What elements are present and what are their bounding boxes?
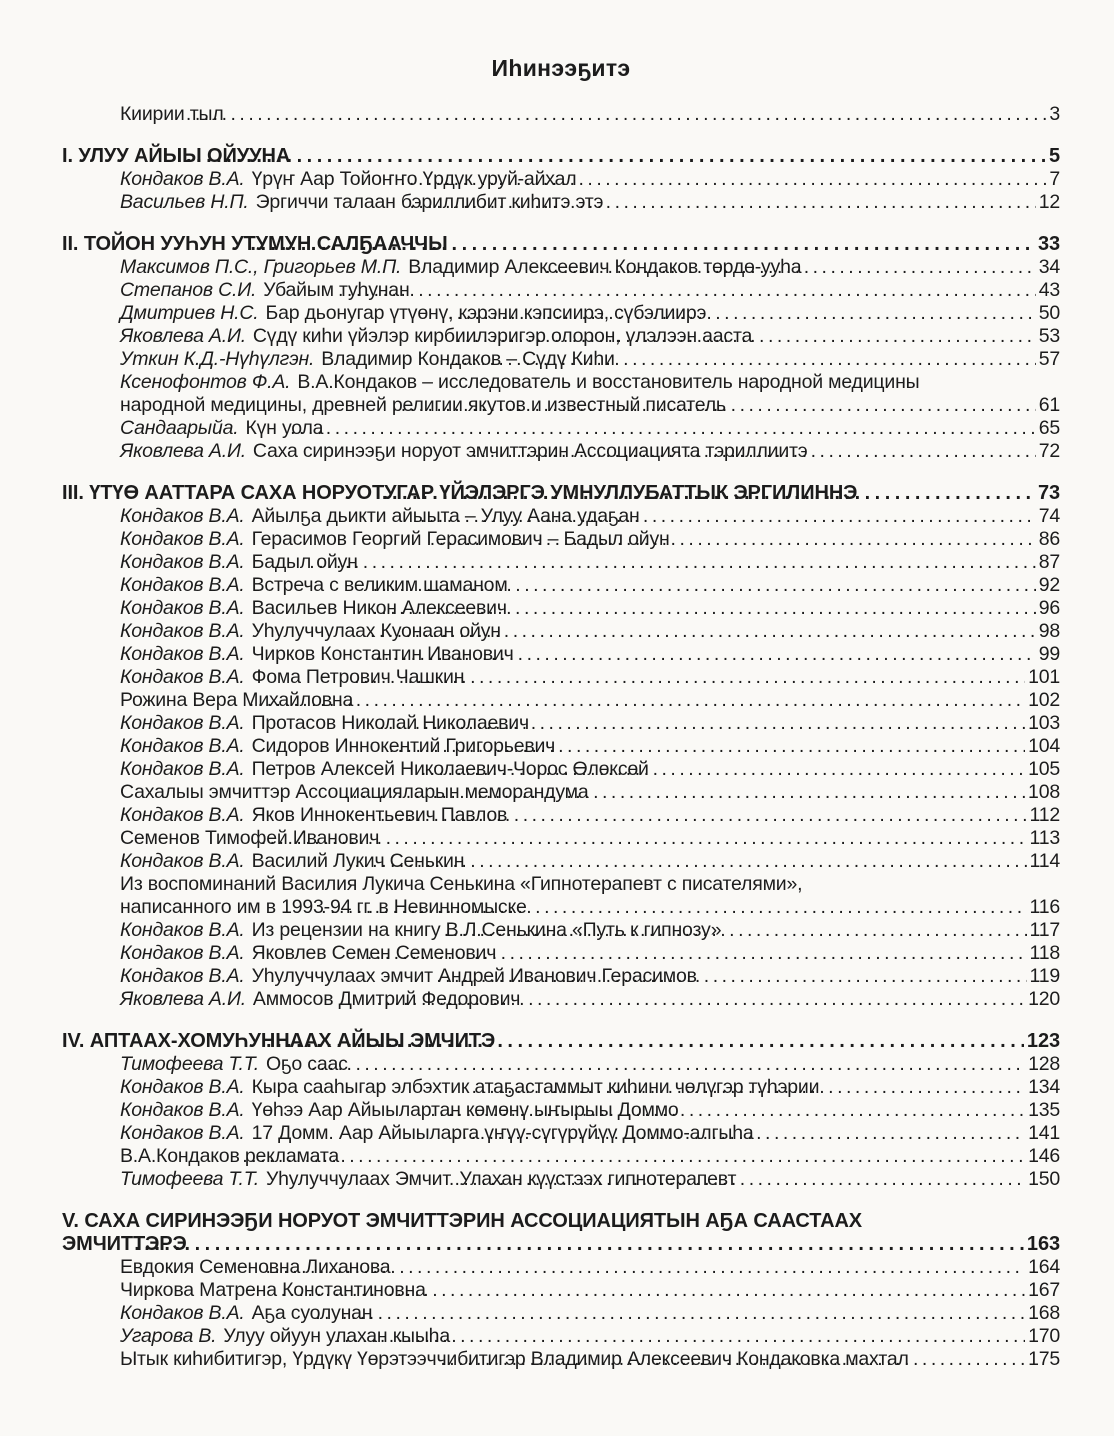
dot-leader <box>420 505 1036 528</box>
entry-title: Айылҕа дьикти айыыта – Улуу Аана удаҕан <box>251 505 640 527</box>
page-number: 105 <box>1028 758 1060 780</box>
page-number: 50 <box>1038 302 1060 324</box>
page-title: Иһинээҕитэ <box>491 55 631 81</box>
toc-entry <box>120 850 1060 873</box>
toc-entry <box>120 1076 1060 1099</box>
page-number: 168 <box>1028 1302 1060 1324</box>
page-number: 72 <box>1038 440 1060 462</box>
entry-author: Яковлева А.И. <box>120 440 246 462</box>
dot-leader <box>186 103 1046 126</box>
dot-leader <box>335 1325 1025 1348</box>
page-number: 170 <box>1028 1325 1060 1347</box>
page-number: 135 <box>1028 1099 1060 1121</box>
toc-entry <box>120 919 1060 942</box>
toc-entry <box>120 1099 1060 1122</box>
entry-author: Кондаков В.А. <box>120 850 245 872</box>
toc-section <box>62 1030 1060 1191</box>
dot-leader <box>265 1256 1025 1279</box>
entry-author: Ксенофонтов Ф.А. <box>120 371 291 393</box>
page-number: 101 <box>1028 666 1060 688</box>
entry-author: Яковлева А.И. <box>120 988 246 1010</box>
page-number: 73 <box>1037 482 1060 504</box>
toc-section <box>62 1210 1060 1371</box>
dot-leader <box>382 482 1035 505</box>
page-number: 87 <box>1038 551 1060 573</box>
entry-author: Степанов С.И. <box>120 279 257 301</box>
entry-author: Кондаков В.А. <box>120 643 245 665</box>
toc-entry <box>120 942 1060 965</box>
page-number: 96 <box>1038 597 1060 619</box>
toc-entry <box>120 1053 1060 1076</box>
dot-leader <box>454 1168 1025 1191</box>
toc-entry <box>120 505 1060 528</box>
dot-leader <box>261 827 1027 850</box>
entry-title: I. УЛУУ АЙЫЫ ОЙУУНА <box>62 145 291 167</box>
entry-title: Бадыл ойун <box>251 551 358 573</box>
entry-title: Протасов Николай Николаевич <box>251 712 529 734</box>
entry-title: Уһулуччулаах эмчит Андрей Иванович Герасимов <box>251 965 697 987</box>
toc-entry <box>120 1279 1060 1302</box>
toc-entry <box>120 1168 1060 1191</box>
entry-author: Кондаков В.А. <box>120 919 245 941</box>
dot-leader <box>375 643 1036 666</box>
page-number: 65 <box>1038 417 1060 439</box>
entry-title: Яковлев Семен Семенович <box>251 942 497 964</box>
toc-entry <box>120 302 1060 325</box>
entry-title: Ытык киһибитигэр, Үрдүкү Үөрэтээччибитигэр Владимир Алексеевич Кондаковка махтал <box>120 1348 909 1370</box>
page-number: 150 <box>1028 1168 1060 1190</box>
page-number: 57 <box>1038 348 1060 370</box>
entry-author: Дмитриев Н.С. <box>120 302 259 324</box>
entry-title: Уһулуччулаах Куонаан ойун <box>251 620 501 642</box>
page-number: 163 <box>1026 1233 1060 1255</box>
section-heading <box>62 233 1060 256</box>
page-number: 104 <box>1028 735 1060 757</box>
entry-title: народной медицины, древней религии якутов и известный писатель <box>120 394 726 416</box>
entry-author: Кондаков В.А. <box>120 758 245 780</box>
page-number: 12 <box>1038 191 1060 213</box>
dot-leader <box>453 1122 1025 1145</box>
dot-leader <box>430 528 1036 551</box>
dot-leader <box>249 689 1025 712</box>
toc-entry <box>120 1325 1060 1348</box>
entry-author: Кондаков В.А. <box>120 528 245 550</box>
page-number: 98 <box>1038 620 1060 642</box>
section-heading-line2 <box>62 1233 1060 1256</box>
toc-entry <box>120 666 1060 689</box>
toc-entry <box>120 1348 1060 1371</box>
page-number: 33 <box>1037 233 1060 255</box>
toc-entry <box>120 256 1060 279</box>
page-number: 3 <box>1049 103 1060 125</box>
dot-leader <box>392 394 1036 417</box>
toc-entry <box>120 804 1060 827</box>
page-number: 5 <box>1048 145 1060 167</box>
toc-entry <box>120 1256 1060 1279</box>
dot-leader <box>266 1030 1024 1053</box>
dot-leader <box>373 574 1036 597</box>
entry-title: Оҕо саас <box>265 1053 348 1075</box>
entry-title: Владимир Кондаков – Сүдү Киһи <box>321 348 615 370</box>
toc-entry-preface <box>120 103 1060 126</box>
entry-title: II. ТОЙОН УУҺУН УТУМУН САЛҔААЧЧЫ <box>62 233 448 255</box>
page-number: 119 <box>1029 965 1060 987</box>
page-number: 146 <box>1028 1145 1060 1167</box>
entry-author: Кондаков В.А. <box>120 666 245 688</box>
entry-title: Чирков Константин Иванович <box>251 643 514 665</box>
entry-author: Кондаков В.А. <box>120 551 245 573</box>
page-number: 92 <box>1038 574 1060 596</box>
entry-title: Евдокия Семеновна Лиханова <box>120 1256 391 1278</box>
entry-author: Тимофеева Т.Т. <box>120 1053 259 1075</box>
entry-title: Петров Алексей Николаевич-Чорос Өлөксөй <box>251 758 649 780</box>
dot-leader <box>456 325 1036 348</box>
entry-title: В.А.Кондаков – исследователь и восстановитель народной медицины <box>297 371 920 393</box>
toc-entry <box>120 735 1060 758</box>
toc-entry <box>120 325 1060 348</box>
toc-entry <box>120 712 1060 735</box>
entry-title: III. ҮТҮӨ ААТТАРА САХА НОРУОТУГАР ҮЙЭЛЭРГЭ УМНУЛЛУБАТТЫК ЭРГИЛИННЭ <box>62 482 858 504</box>
entry-title: Эргиччи талаан бэриллибит киһитэ этэ <box>255 191 604 213</box>
toc-entry <box>120 827 1060 850</box>
entry-author: Кондаков В.А. <box>120 505 245 527</box>
dot-leader <box>421 758 1025 781</box>
page-number: 120 <box>1028 988 1060 1010</box>
page-number: 103 <box>1028 712 1060 734</box>
dot-leader <box>315 1302 1025 1325</box>
entry-title: Василий Лукич Сенькин <box>251 850 465 872</box>
section-heading <box>62 482 1060 505</box>
entry-author: Кондаков В.А. <box>120 597 245 619</box>
entry-title: Бар дьонугар үтүөнү, кэрэни кэпсиирэ, сүбэлиирэ <box>265 302 707 324</box>
page-number: 112 <box>1029 804 1060 826</box>
dot-leader <box>471 1076 1025 1099</box>
toc-entry-line2 <box>120 896 1060 919</box>
entry-title: Семенов Тимофей Иванович <box>120 827 380 849</box>
entry-title: Аҕа суолунан <box>251 1302 373 1324</box>
entry-title: Чиркова Матрена Константиновна <box>120 1279 426 1301</box>
toc-entry-line2 <box>120 394 1060 417</box>
dot-leader <box>134 1233 1024 1256</box>
toc-entry <box>120 440 1060 463</box>
dot-leader <box>409 191 1035 214</box>
entry-title: Убайым туһунан <box>263 279 410 301</box>
page-number: 167 <box>1028 1279 1060 1301</box>
dot-leader <box>343 781 1025 804</box>
entry-title: Сүдү киһи үйэлэр кирбиилэригэр олорон, үлэлээн ааста <box>252 325 753 347</box>
entry-author: Уткин К.Д.-Нүһүлгэн. <box>120 348 315 370</box>
entry-title: Фома Петрович Чашкин <box>251 666 465 688</box>
page-number: 134 <box>1028 1076 1060 1098</box>
entry-title: Сидоров Иннокентий Григорьевич <box>251 735 556 757</box>
entry-title: Рожина Вера Михайловна <box>120 689 354 711</box>
dot-leader <box>445 348 1036 371</box>
entry-title: Владимир Алексеевич Кондаков төрдө-ууһа <box>408 256 802 278</box>
dot-leader <box>376 988 1025 1011</box>
page-number: 74 <box>1038 505 1060 527</box>
toc-entry <box>120 1145 1060 1168</box>
page-number: 175 <box>1028 1348 1060 1370</box>
page-number: 128 <box>1028 1053 1060 1075</box>
entry-title: Киирии тыл <box>120 103 224 125</box>
entry-author: Кондаков В.А. <box>120 1076 245 1098</box>
entry-author: Кондаков В.А. <box>120 574 245 596</box>
entry-title: Аммосов Дмитрий Федорович <box>252 988 521 1010</box>
toc-entry <box>120 1302 1060 1325</box>
page-number: 61 <box>1038 394 1060 416</box>
dot-leader <box>367 942 1027 965</box>
dot-leader <box>389 735 1025 758</box>
dot-leader <box>379 712 1025 735</box>
toc-entry <box>120 965 1060 988</box>
dot-leader <box>545 256 1036 279</box>
page-number: 164 <box>1028 1256 1060 1278</box>
dot-leader <box>448 302 1036 325</box>
entry-title: написанного им в 1993-94 гг. в Невинномыске <box>120 896 527 918</box>
toc-entry <box>120 574 1060 597</box>
entry-author: Васильев Н.П. <box>120 191 249 213</box>
entry-title: Из воспоминаний Василия Лукича Сенькина «Гипнотерапевт с писателями», <box>120 873 803 895</box>
toc-section <box>62 233 1060 463</box>
toc-entry <box>120 988 1060 1011</box>
toc-entry <box>120 417 1060 440</box>
dot-leader <box>321 896 1026 919</box>
toc-entry <box>120 689 1060 712</box>
page-number: 86 <box>1038 528 1060 550</box>
dot-leader <box>311 1053 1025 1076</box>
entry-title: 17 Домм. Аар Айыыларга үҥүү-сүгүрүйүү Доммо-алгыһа <box>251 1122 754 1144</box>
dot-leader <box>371 804 1026 827</box>
entry-title: Встреча с великим шаманом <box>251 574 508 596</box>
page-number: 53 <box>1038 325 1060 347</box>
page-number: 123 <box>1026 1030 1060 1052</box>
entry-author: Кондаков В.А. <box>120 965 245 987</box>
entry-title: ЭМЧИТТЭРЭ <box>62 1233 187 1255</box>
page-number: 141 <box>1028 1122 1060 1144</box>
page-number: 43 <box>1038 279 1060 301</box>
page-number: 117 <box>1029 919 1060 941</box>
entry-author: Кондаков В.А. <box>120 1122 245 1144</box>
toc-entry <box>120 643 1060 666</box>
toc-entry <box>120 168 1060 191</box>
entry-title: Кыра сааһыгар элбэхтик атаҕастаммыт киһини чөлүгэр түһэрии <box>251 1076 820 1098</box>
entry-author: Кондаков В.А. <box>120 620 245 642</box>
toc-section <box>62 145 1060 214</box>
toc-entry <box>120 528 1060 551</box>
entry-title: Саха сиринээҕи норуот эмчиттэрин Ассоциацията тэриллиитэ <box>252 440 808 462</box>
toc-entry <box>120 781 1060 804</box>
entry-title: Сахалыы эмчиттэр Ассоциацияларын меморандума <box>120 781 589 803</box>
entry-author: Сандаарыйа. <box>120 417 239 439</box>
page-number: 114 <box>1029 850 1060 872</box>
entry-title: Из рецензии на книгу В.Л.Сенькина «Путь к гипнозу» <box>251 919 722 941</box>
entry-author: Кондаков В.А. <box>120 168 245 190</box>
entry-author: Кондаков В.А. <box>120 712 245 734</box>
toc-entry <box>120 1122 1060 1145</box>
entry-author: Кондаков В.А. <box>120 1302 245 1324</box>
section-heading-line1 <box>62 1210 1060 1233</box>
dot-leader <box>400 168 1046 191</box>
entry-title: V. САХА СИРИНЭЭҔИ НОРУОТ ЭМЧИТТЭРИН АССОЦИАЦИЯТЫН АҔА СААСТААХ <box>62 1210 863 1232</box>
toc-entry <box>120 551 1060 574</box>
entry-author: Кондаков В.А. <box>120 804 245 826</box>
dot-leader <box>440 1348 1025 1371</box>
entry-title: Улуу ойуун улахан кыыһа <box>223 1325 450 1347</box>
entry-author: Угарова В. <box>120 1325 217 1347</box>
entry-title: Уһулуччулаах Эмчит. Улахан күүстээх гипнотерапевт <box>265 1168 737 1190</box>
dot-leader <box>309 551 1035 574</box>
page-number: 113 <box>1029 827 1060 849</box>
entry-title: В.А.Кондаков рекламата <box>120 1145 340 1167</box>
toc-entry <box>120 620 1060 643</box>
entry-author: Кондаков В.А. <box>120 1099 245 1121</box>
entry-title: Үрүҥ Аар Тойоҥҥо Үрдүк уруй-айхал <box>251 168 577 190</box>
toc-section <box>62 482 1060 1011</box>
toc-entry <box>120 191 1060 214</box>
entry-author: Кондаков В.А. <box>120 942 245 964</box>
page-number: 99 <box>1038 643 1060 665</box>
dot-leader <box>338 279 1036 302</box>
dot-leader <box>281 1279 1025 1302</box>
entry-title: Үөһээ Аар Айыылартан көмөнү ыҥырыы Доммо <box>251 1099 679 1121</box>
entry-author: Кондаков В.А. <box>120 735 245 757</box>
entry-title: Яков Иннокентьевич Павлов <box>251 804 508 826</box>
dot-leader <box>430 1099 1025 1122</box>
entry-title: IV. АПТААХ-ХОМУҺУННААХ АЙЫЫ ЭМЧИТЭ <box>62 1030 496 1052</box>
dot-leader <box>186 145 1046 168</box>
toc-sections <box>62 145 1060 1371</box>
dot-leader <box>242 1145 1025 1168</box>
dot-leader <box>444 919 1027 942</box>
dot-leader <box>370 620 1036 643</box>
page-number: 7 <box>1049 168 1060 190</box>
entry-author: Яковлева А.И. <box>120 325 246 347</box>
page-number: 118 <box>1029 942 1060 964</box>
entry-title: Күн уола <box>245 417 324 439</box>
toc-entry-line1 <box>120 371 1060 394</box>
toc-entry <box>120 758 1060 781</box>
dot-leader <box>436 965 1026 988</box>
toc-entry <box>120 348 1060 371</box>
entry-author: Максимов П.С., Григорьев М.П. <box>120 256 402 278</box>
dot-leader <box>354 850 1026 873</box>
entry-author: Тимофеева Т.Т. <box>120 1168 259 1190</box>
dot-leader <box>354 666 1025 689</box>
dot-leader <box>250 233 1035 256</box>
dot-leader <box>472 440 1036 463</box>
toc-entry <box>120 279 1060 302</box>
page-number: 34 <box>1038 256 1060 278</box>
dot-leader <box>290 417 1036 440</box>
entry-title: Герасимов Георгий Герасимович – Бадыл ойун <box>251 528 670 550</box>
page-number: 116 <box>1029 896 1060 918</box>
page-number: 108 <box>1028 781 1060 803</box>
entry-title: Васильев Никон Алексеевич <box>251 597 507 619</box>
toc-entry-line1 <box>120 873 1060 896</box>
toc-entry <box>120 597 1060 620</box>
section-heading <box>62 1030 1060 1053</box>
section-heading <box>62 145 1060 168</box>
dot-leader <box>372 597 1035 620</box>
page-number: 102 <box>1028 689 1060 711</box>
